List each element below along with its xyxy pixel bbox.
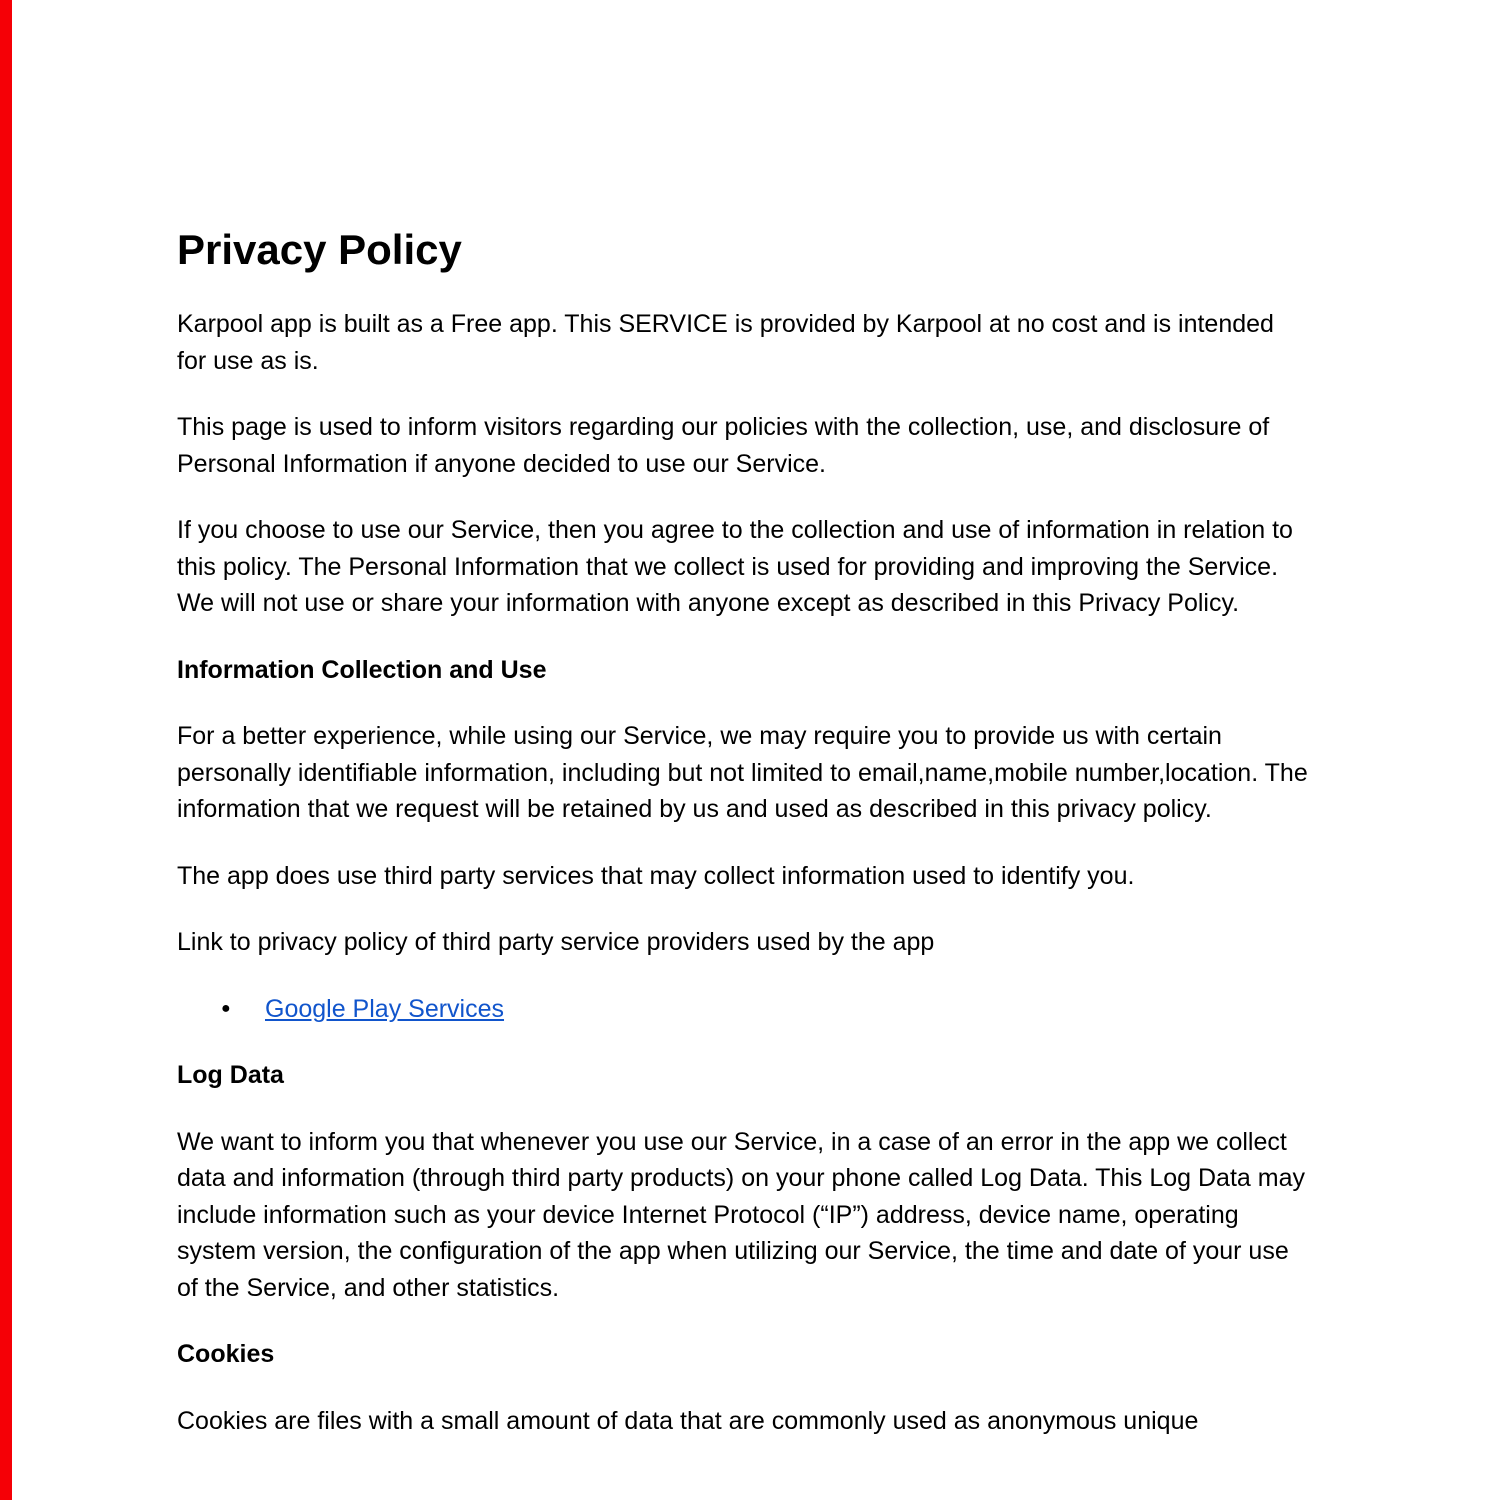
google-play-services-link[interactable]: Google Play Services <box>265 994 505 1023</box>
page-title: Privacy Policy <box>177 226 462 273</box>
paragraph-personal-information: For a better experience, while using our Service, we may require you to provide us with certain personally identifiable information, including but not limited to email,name,mobile number,location. The information that we request will be retained by us and used as described in this privacy policy. <box>177 722 1308 823</box>
paragraph-log-data: We want to inform you that whenever you use our Service, in a case of an error in the app we collect data and information (through third party products) on your phone called Log Data. This Log Data may include information such as your device Internet Protocol (“IP”) address, device name, operating system version, the configuration of the app when utilizing our Service, the time and date of your use of the Service, and other statistics. <box>177 1127 1305 1302</box>
paragraph-link-intro: Link to privacy policy of third party service providers used by the app <box>177 928 935 956</box>
section-heading-log-data: Log Data <box>177 1061 284 1089</box>
paragraph-third-party-services: The app does use third party services that may collect information used to identify you. <box>177 861 1135 890</box>
paragraph-agreement: If you choose to use our Service, then you agree to the collection and use of information in relation to this policy. The Personal Information that we collect is used for providing and improving the Service. We will not use or share your information with anyone except as described in this Privacy Policy. <box>177 516 1293 617</box>
section-heading-cookies: Cookies <box>177 1340 275 1368</box>
bullet-icon: ● <box>221 999 231 1017</box>
paragraph-cookies: Cookies are files with a small amount of data that are commonly used as anonymous unique <box>177 1406 1199 1435</box>
left-edge-strip <box>0 0 12 1500</box>
list-item <box>221 991 1310 1028</box>
third-party-providers-list <box>177 991 1310 1028</box>
paragraph-purpose: This page is used to inform visitors regarding our policies with the collection, use, and disclosure of Personal Information if anyone decided to use our Service. <box>177 413 1270 478</box>
paragraph-intro: Karpool app is built as a Free app. This SERVICE is provided by Karpool at no cost and is intended for use as is. <box>177 310 1274 375</box>
section-heading-information-collection: Information Collection and Use <box>177 655 547 684</box>
